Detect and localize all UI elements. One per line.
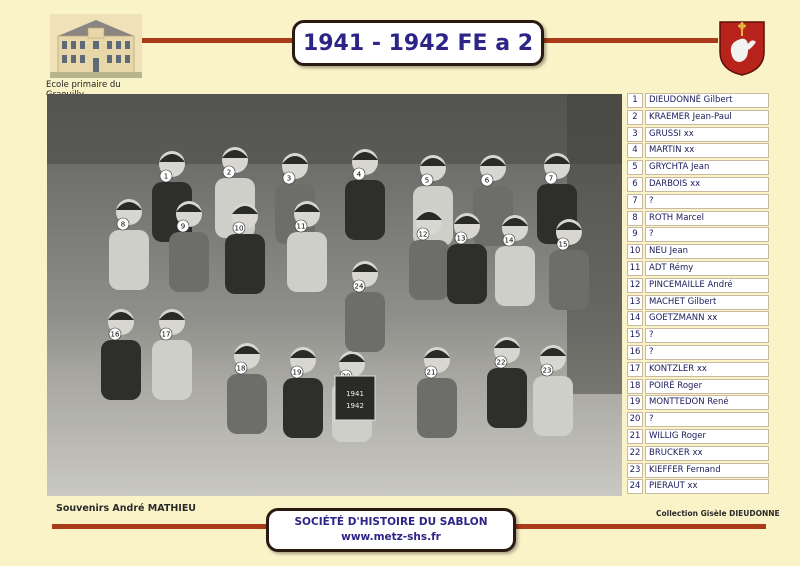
photo-number-label: 19	[292, 368, 302, 377]
name-number: 6	[627, 177, 643, 192]
name-row	[627, 328, 769, 343]
photo-number-label: 7	[548, 174, 554, 183]
name-label: KRAEMER Jean-Paul	[645, 110, 769, 125]
photo-number-label: 23	[542, 366, 552, 375]
name-label: MARTIN xx	[645, 143, 769, 158]
name-row	[627, 160, 769, 175]
name-number: 23	[627, 463, 643, 478]
footer-box	[266, 508, 516, 552]
name-number: 1	[627, 93, 643, 108]
name-label: GOETZMANN xx	[645, 311, 769, 326]
photo-number-label: 24	[354, 282, 364, 291]
name-label: DIEUDONNÉ Gilbert	[645, 93, 769, 108]
name-row	[627, 244, 769, 259]
name-row	[627, 261, 769, 276]
svg-text:1942: 1942	[346, 402, 364, 410]
name-number: 11	[627, 261, 643, 276]
name-label: ?	[645, 194, 769, 209]
photo-number-label: 13	[456, 234, 466, 243]
name-label: ADT Rémy	[645, 261, 769, 276]
name-number: 17	[627, 362, 643, 377]
name-number: 16	[627, 345, 643, 360]
footer-rule-right	[510, 524, 766, 529]
footer-rule-left	[52, 524, 268, 529]
name-number: 12	[627, 278, 643, 293]
name-label: ?	[645, 227, 769, 242]
name-label: NEU Jean	[645, 244, 769, 259]
name-number: 10	[627, 244, 643, 259]
photo-number-label: 17	[161, 330, 171, 339]
name-label: WILLIG Roger	[645, 429, 769, 444]
slate-board	[335, 376, 375, 420]
name-number: 19	[627, 395, 643, 410]
name-number: 21	[627, 429, 643, 444]
name-label: BRUCKER xx	[645, 446, 769, 461]
name-number: 18	[627, 379, 643, 394]
name-label: PINCEMAILLE André	[645, 278, 769, 293]
name-row	[627, 93, 769, 108]
name-label: GRUSSI xx	[645, 127, 769, 142]
photo-number-label: 9	[180, 222, 186, 231]
name-row	[627, 177, 769, 192]
photo-number-label: 15	[558, 240, 568, 249]
name-number: 22	[627, 446, 643, 461]
name-number: 15	[627, 328, 643, 343]
photo-number-label: 14	[504, 236, 514, 245]
name-row	[627, 345, 769, 360]
name-row	[627, 127, 769, 142]
photo-number-label: 10	[234, 224, 244, 233]
names-list	[627, 93, 769, 496]
name-row	[627, 194, 769, 209]
class-photograph	[47, 94, 622, 496]
photo-number-label: 5	[424, 176, 430, 185]
photo-number-label: 2	[226, 168, 232, 177]
school-building-image	[50, 14, 142, 78]
name-row	[627, 110, 769, 125]
photo-number-label: 4	[356, 170, 362, 179]
photo-number-label: 8	[120, 220, 126, 229]
header-rule-right	[538, 38, 718, 43]
name-row	[627, 211, 769, 226]
name-number: 5	[627, 160, 643, 175]
photo-number-label: 1	[163, 172, 169, 181]
name-row	[627, 412, 769, 427]
name-number: 3	[627, 127, 643, 142]
name-number: 7	[627, 194, 643, 209]
name-number: 13	[627, 295, 643, 310]
name-label: GRYCHTA Jean	[645, 160, 769, 175]
name-label: MONTTEDON René	[645, 395, 769, 410]
photo-number-label: 18	[236, 364, 246, 373]
name-row	[627, 446, 769, 461]
name-row	[627, 463, 769, 478]
photo-number-label: 6	[484, 176, 490, 185]
credit-left: Souvenirs André MATHIEU	[56, 503, 197, 514]
name-row	[627, 362, 769, 377]
photo-number-label: 11	[296, 222, 306, 231]
name-label: POIRÉ Roger	[645, 379, 769, 394]
name-number: 2	[627, 110, 643, 125]
photo-number-label: 21	[426, 368, 436, 377]
name-row	[627, 295, 769, 310]
name-number: 14	[627, 311, 643, 326]
name-row	[627, 379, 769, 394]
name-row	[627, 479, 769, 494]
credit-right: Collection Gisèle DIEUDONNE	[656, 509, 780, 518]
name-label: ?	[645, 412, 769, 427]
photo-number-label: 12	[418, 230, 428, 239]
name-label: ?	[645, 328, 769, 343]
photo-number-label: 22	[496, 358, 506, 367]
name-label: ROTH Marcel	[645, 211, 769, 226]
name-label: KIEFFER Fernand	[645, 463, 769, 478]
name-row	[627, 311, 769, 326]
name-number: 4	[627, 143, 643, 158]
page-title: 1941 - 1942 FE a 2	[292, 20, 544, 66]
footer-website-link[interactable]: www.metz-shs.fr	[341, 531, 441, 543]
name-number: 20	[627, 412, 643, 427]
header-rule-left	[142, 38, 294, 43]
name-label: PIERAUT xx	[645, 479, 769, 494]
name-label: KONTZLER xx	[645, 362, 769, 377]
school-caption: Ecole primaire du	[46, 80, 121, 90]
name-row	[627, 395, 769, 410]
name-row	[627, 143, 769, 158]
name-label: ?	[645, 345, 769, 360]
name-number: 9	[627, 227, 643, 242]
name-row	[627, 429, 769, 444]
photo-number-label: 16	[110, 330, 120, 339]
name-number: 24	[627, 479, 643, 494]
name-row	[627, 278, 769, 293]
svg-text:1941: 1941	[346, 390, 364, 398]
footer-society: SOCIÉTÉ D'HISTOIRE DU SABLON	[294, 516, 488, 528]
name-number: 8	[627, 211, 643, 226]
name-label: MACHET Gilbert	[645, 295, 769, 310]
name-label: DARBOIS xx	[645, 177, 769, 192]
name-row	[627, 227, 769, 242]
photo-number-label: 3	[286, 174, 292, 183]
coat-of-arms-icon	[718, 18, 766, 76]
